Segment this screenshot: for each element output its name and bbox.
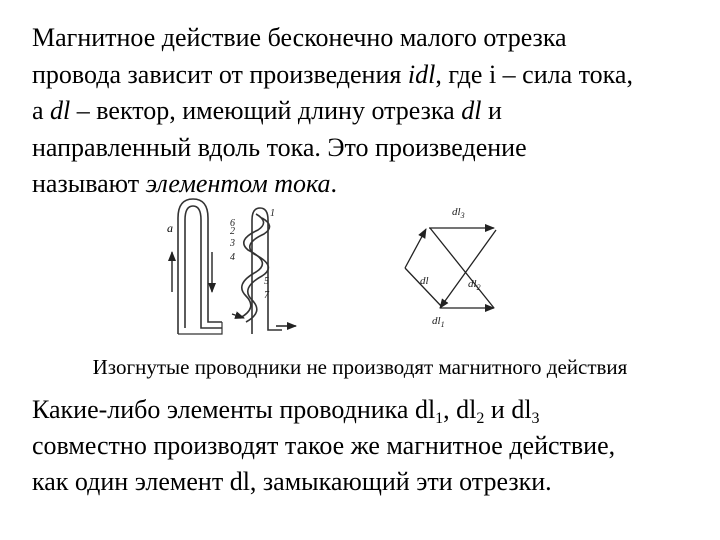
intro-line-3: а dl – вектор, имеющий длину отрезка dl и bbox=[32, 96, 502, 125]
hairpin-conductor bbox=[178, 199, 222, 334]
label-dl1: $dl_1$ bbox=[432, 315, 445, 329]
coil-number-2: 2 bbox=[230, 226, 235, 237]
intro-line-5: называют элементом тока. bbox=[32, 169, 338, 198]
vector-dl-lower bbox=[405, 268, 442, 307]
coil-number-7: 7 bbox=[264, 290, 269, 301]
vector-diagonal bbox=[430, 228, 494, 308]
conclusion-line-2: совместно производят такое же магнитное действие, bbox=[32, 431, 616, 460]
vector-triangle bbox=[405, 228, 496, 308]
conclusion-line-3: как один элемент dl, замыкающий эти отрезки. bbox=[32, 467, 552, 496]
intro-line-2: провода зависит от произведения idl, где i – сила тока, bbox=[32, 59, 633, 89]
label-dl3: $dl_3$ bbox=[452, 206, 465, 220]
coil-number-1: 1 bbox=[270, 208, 275, 219]
coil-number-4: 4 bbox=[230, 252, 235, 263]
coil-number-5: 5 bbox=[264, 276, 269, 287]
vector-dl bbox=[405, 229, 426, 268]
label-dl: dl bbox=[420, 275, 429, 287]
coiled-conductor bbox=[240, 208, 282, 334]
conclusion-paragraph bbox=[32, 392, 702, 500]
intro-line-4: направленный вдоль тока. Это произведение bbox=[32, 132, 527, 162]
vector-dl2 bbox=[440, 230, 496, 308]
conclusion-line-1: Какие-либо элементы проводника $dl_1$, $dl_2$ и $dl_3$ bbox=[32, 395, 540, 427]
label-dl2: $dl_2$ bbox=[468, 278, 481, 292]
figure-caption: Изогнутые проводники не производят магнитного действия bbox=[92, 355, 628, 379]
coil-number-3: 3 bbox=[230, 238, 235, 249]
label-a: a bbox=[167, 221, 173, 235]
intro-line-1: Магнитное действие бесконечно малого отрезка bbox=[32, 23, 567, 52]
coil-number-6: 6 bbox=[230, 218, 235, 229]
